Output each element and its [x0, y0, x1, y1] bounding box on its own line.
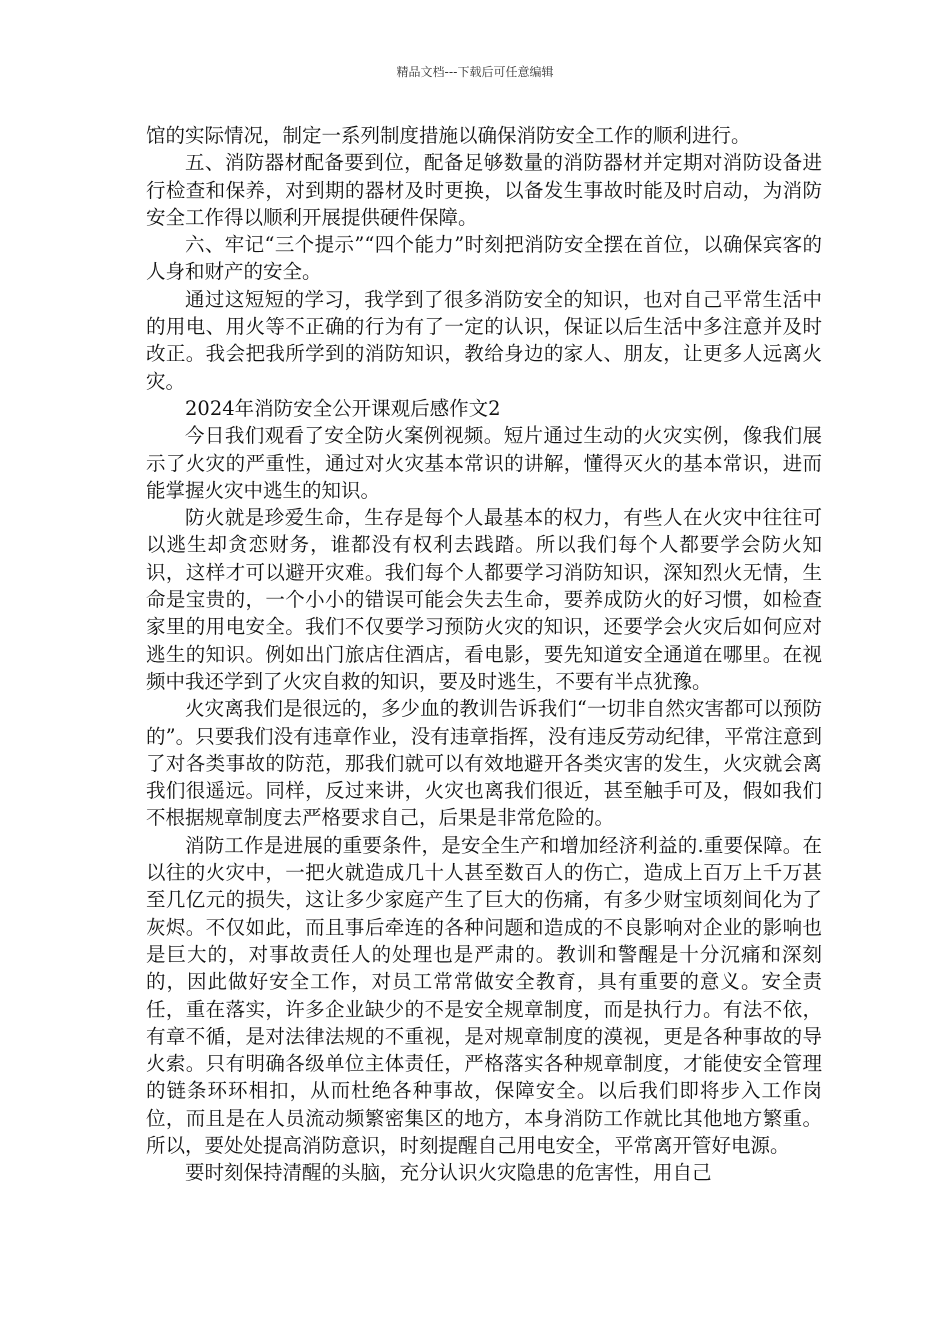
page-header: 精品文档---下载后可任意编辑: [396, 65, 554, 79]
paragraph: 消防工作是进展的重要条件，是安全生产和增加经济利益的.重要保障。在以往的火灾中，一把火就造成几十人甚至数百人的伤亡，造成上百万上千万甚至几亿元的损失，这让多少家庭产生了巨大的伤痛，有多少财宝顷刻间化为了灰烬。不仅如此，而且事后牵连的各种问题和造成的不良影响对企业的影响也是巨大的，对事故责任人的处理也是严肃的。教训和警醒是十分沉痛和深刻的，因此做好安全工作，对员工常常做安全教育，具有重要的意义。安全责任，重在落实，许多企业缺少的不是安全规章制度，而是执行力。有法不依，有章不循，是对法律法规的不重视，是对规章制度的漠视，更是各种事故的导火索。只有明确各级单位主体责任，严格落实各种规章制度，才能使安全管理的链条环环相扣，从而杜绝各种事故，保障安全。以后我们即将步入工作岗位，而且是在人员流动频繁密集区的地方，本身消防工作就比其他地方繁重。所以，要处处提高消防意识，时刻提醒自己用电安全，平常离开管好电源。: [146, 833, 822, 1157]
paragraph: 馆的实际情况，制定一系列制度措施以确保消防安全工作的顺利进行。: [146, 124, 751, 147]
paragraph: 六、牢记“三个提示”“四个能力”时刻把消防安全摆在首位，以确保宾客的人身和财产的安全。: [146, 233, 822, 284]
paragraph: 火灾离我们是很远的，多少血的教训告诉我们“一切非自然灾害都可以预防的”。只要我们没有违章作业，没有违章指挥，没有违反劳动纪律，平常注意到了对各类事故的防范，那我们就可以有效地避开各类灾害的发生，火灾就会离我们很遥远。同样，反过来讲，火灾也离我们很近，甚至触手可及，假如我们不根据规章制度去严格要求自己，后果是非常危险的。: [146, 697, 822, 830]
paragraph: 防火就是珍爱生命，生存是每个人最基本的权力，有些人在火灾中往往可以逃生却贪恋财务，谁都没有权利去践踏。所以我们每个人都要学会防火知识，这样才可以避开灾难。我们每个人都要学习消防知识，深知烈火无情，生命是宝贵的，一个小小的错误可能会失去生命，要养成防火的好习惯，如检查家里的用电安全。我们不仅要学习预防火灾的知识，还要学会火灾后如何应对逃生的知识。例如出门旅店住酒店，看电影，要先知道安全通道在哪里。在视频中我还学到了火灾自救的知识，要及时逃生，不要有半点犹豫。: [146, 506, 822, 693]
section-title: 2024年消防安全公开课观后感作文2: [185, 396, 501, 420]
paragraph: 要时刻保持清醒的头脑，充分认识火灾隐患的危害性，用自己: [185, 1161, 712, 1185]
paragraph: 通过这短短的学习，我学到了很多消防安全的知识，也对自己平常生活中的用电、用火等不正确的行为有了一定的认识，保证以后生活中多注意并及时改正。我会把我所学到的消防知识，教给身边的家人、朋友，让更多人远离火灾。: [146, 287, 822, 393]
paragraph: 五、消防器材配备要到位，配备足够数量的消防器材并定期对消防设备进行检查和保养，对到期的器材及时更换，以备发生事故时能及时启动，为消防安全工作得以顺利开展提供硬件保障。: [146, 151, 822, 229]
document-body: [146, 122, 822, 1187]
paragraph: 今日我们观看了安全防火案例视频。短片通过生动的火灾实例，像我们展示了火灾的严重性，通过对火灾基本常识的讲解，懂得灭火的基本常识，进而能掌握火灾中逃生的知识。: [146, 424, 822, 502]
